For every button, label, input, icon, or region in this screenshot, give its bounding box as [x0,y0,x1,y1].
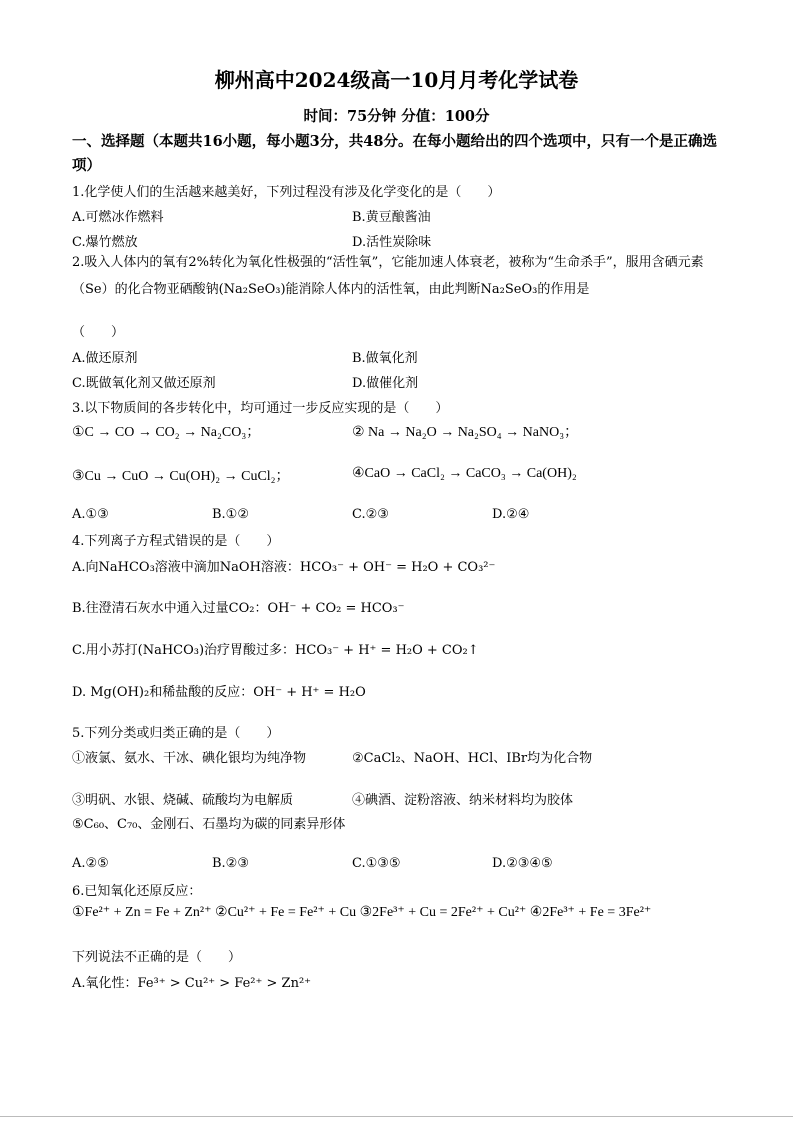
question-2-option-c: C.既做氧化剂又做还原剂 [72,376,216,391]
question-3-item-3: ③Cu → CuO → Cu(OH)₂ → CuCl₂； [72,469,290,484]
question-3-item-2: ② Na → Na₂O → Na₂SO₄ → NaNO₃； [352,425,579,440]
exam-time-score: 时间：75分钟 分值：100分 [303,108,490,125]
question-3-option-c: C.②③ [352,507,389,522]
question-3-item-4: ④CaO → CaCl₂ → CaCO₃ → Ca(OH)₂ [352,466,577,481]
question-3-option-b: B.①② [212,507,249,522]
question-6-reactions: ①Fe²⁺ + Zn = Fe + Zn²⁺ ②Cu²⁺ + Fe = Fe²⁺ + Cu ③2Fe³⁺ + Cu = 2Fe²⁺ + Cu²⁺ ④2Fe³⁺ + Fe = 3Fe²⁺ [72,905,652,920]
question-1-option-b: B.黄豆酿酱油 [352,210,431,225]
question-2-option-b: B.做氧化剂 [352,351,418,366]
question-4-option-a: A.向NaHCO₃溶液中滴加NaOH溶液：HCO₃⁻ + OH⁻ = H₂O + CO₃²⁻ [72,560,496,575]
page-bottom-divider [0,1116,793,1117]
question-5-stem: 5.下列分类或归类正确的是（ ） [72,726,280,741]
question-5-item-1: ①液氯、氨水、干冰、碘化银均为纯净物 [72,751,307,766]
question-2-blank: （ ） [72,325,125,340]
question-5-option-b: B.②③ [212,856,249,871]
question-5-item-5: ⑤C₆₀、C₇₀、金刚石、石墨均为碳的同素异形体 [72,817,346,832]
question-5-option-a: A.②⑤ [72,856,109,871]
question-1-option-d: D.活性炭除味 [352,235,432,250]
question-3-item-1: ①C → CO → CO₂ → Na₂CO₃； [72,425,261,440]
question-3-option-d: D.②④ [492,507,530,522]
page-title: 柳州高中2024级高一10月月考化学试卷 [214,68,579,92]
question-5-option-d: D.②③④⑤ [492,856,553,871]
question-6-question: 下列说法不正确的是（ ） [72,950,242,965]
question-5-item-4: ④碘酒、淀粉溶液、纳米材料均为胶体 [352,793,574,808]
question-5-item-2: ②CaCl₂、NaOH、HCl、IBr均为化合物 [352,751,593,766]
question-1-stem: 1.化学使人们的生活越来越美好，下列过程没有涉及化学变化的是（ ） [72,185,501,200]
question-6-stem: 6.已知氧化还原反应： [72,884,202,899]
question-1-option-a: A.可燃冰作燃料 [72,210,164,225]
question-2-option-a: A.做还原剂 [72,351,138,366]
question-4-stem: 4.下列离子方程式错误的是（ ） [72,534,280,549]
question-3-stem: 3.以下物质间的各步转化中，均可通过一步反应实现的是（ ） [72,401,449,416]
question-4-option-d: D. Mg(OH)₂和稀盐酸的反应：OH⁻ + H⁺ = H₂O [72,685,366,700]
question-1-option-c: C.爆竹燃放 [72,235,138,250]
question-2-stem: 2.吸入人体内的氧有2%转化为氧化性极强的“活性氧”，它能加速人体衰老，被称为“生命杀手”，服用含硒元素（Se）的化合物亚硒酸钠(Na₂SeO₃)能消除人体内的活性氧，由此判断Na₂SeO₃的作用是 [72,255,704,297]
question-3-option-a: A.①③ [72,507,109,522]
question-6-option-a: A.氧化性：Fe³⁺ > Cu²⁺ > Fe²⁺ > Zn²⁺ [72,976,312,991]
question-4-option-c: C.用小苏打(NaHCO₃)治疗胃酸过多：HCO₃⁻ + H⁺ = H₂O + CO₂↑ [72,643,479,658]
section-heading: 一、选择题（本题共16小题，每小题3分，共48分。在每小题给出的四个选项中，只有一个是正确选项） [72,133,717,174]
question-5-option-c: C.①③⑤ [352,856,401,871]
question-2-option-d: D.做催化剂 [352,376,419,391]
question-5-item-3: ③明矾、水银、烧碱、硫酸均为电解质 [72,793,294,808]
question-4-option-b: B.往澄清石灰水中通入过量CO₂：OH⁻ + CO₂ = HCO₃⁻ [72,601,405,616]
